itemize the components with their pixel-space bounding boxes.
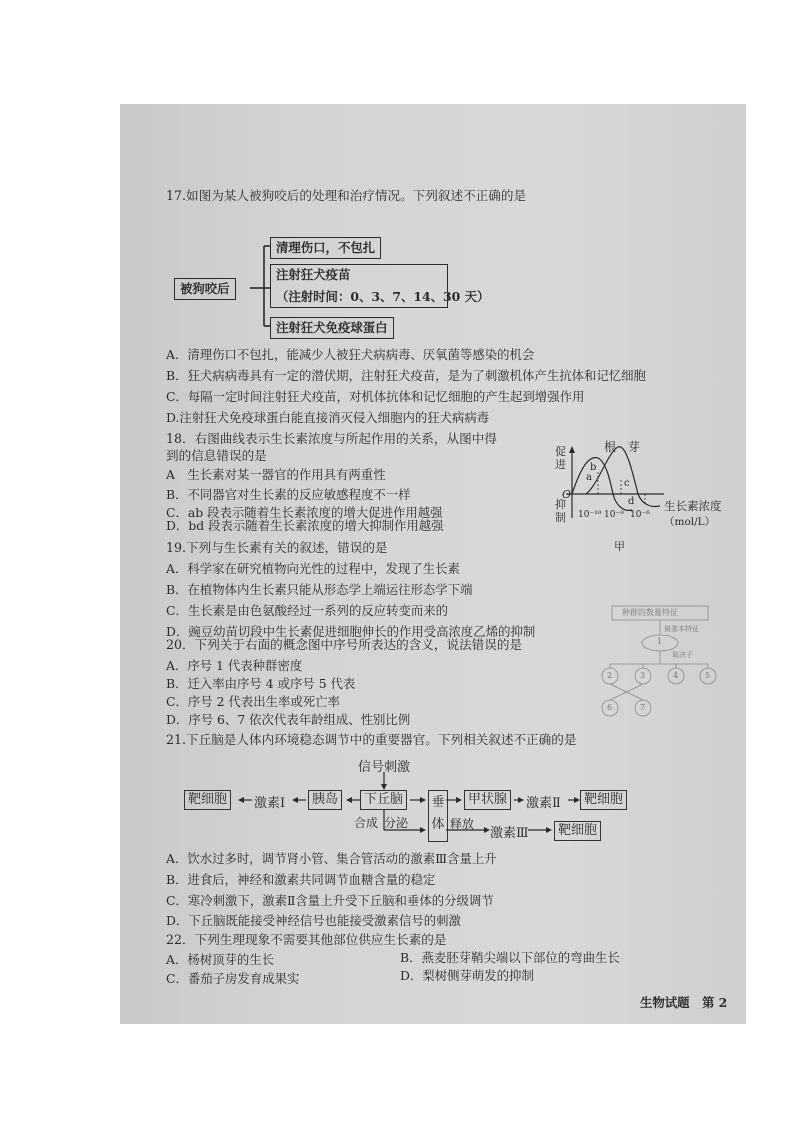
fig20-node-2: 2 [607,671,613,680]
q21-option-d: D．下丘脑既能接受神经信号也能接受激素信号的刺激 [166,913,461,928]
q20-stem: 20．下列关于右面的概念图中序号所表达的含义，说法错误的是 [166,637,523,652]
fig18-point-c: c [624,478,630,489]
flow-root-box: 被狗咬后 [174,278,236,300]
q20-option-c: C．序号 2 代表出生率或死亡率 [166,694,340,709]
fig21-target1-box: 靶细胞 [184,790,231,810]
fig18-point-d: d [628,496,635,507]
q21-stem: 21.下丘脑是人体内环境稳态调节中的重要器官。下列相关叙述不正确的是 [166,732,577,747]
q18-option-a: A 生长素对某一器官的作用具有两重性 [166,467,386,482]
fig21-hormone3: 激素Ⅲ [490,826,529,841]
fig20-node-4: 4 [673,671,679,680]
fig21-hormone2: 激素Ⅱ [526,796,561,811]
fig18-caption: 甲 [614,540,625,553]
fig21-pituitary-char2: 体 [431,817,445,832]
q17-option-b: B．狂犬病病毒具有一定的潜伏期，注射狂犬疫苗，是为了刺激机体产生抗体和记忆细胞 [166,368,646,383]
flow-box-vaccine-line2: （注射时间：0、3、7、14、30 天） [276,289,490,304]
fig20-top-box: 种群的数量特征 [622,608,678,617]
fig21-synth: 合成 [354,816,379,830]
fig21-target3-box: 靶细胞 [554,821,601,841]
fig21-target2-box: 靶细胞 [580,790,627,810]
q22-option-a: A．杨树顶芽的生长 [166,952,275,967]
fig21-signal: 信号刺激 [358,760,411,775]
fig21-islet-box: 胰岛 [308,790,342,810]
q18-stem-line1: 18．右图曲线表示生长素浓度与所起作用的关系，从图中得 [166,431,497,446]
q17-option-d: D.注射狂犬免疫球蛋白能直接消灭侵入细胞内的狂犬病病毒 [166,410,490,425]
q19-option-a: A．科学家在研究植物向光性的过程中，发现了生长素 [166,561,460,576]
fig18-point-b: b [590,462,597,473]
q21-option-c: C．寒冷刺激下，激素Ⅱ含量上升受下丘脑和垂体的分级调节 [166,893,494,908]
q21-option-a: A．饮水过多时，调节肾小管、集合管活动的激素Ⅲ含量上升 [166,851,497,866]
fig18-tick-2: 10⁻⁸ [604,510,624,520]
fig20-node-6: 6 [607,703,613,712]
q18-option-b: B．不同器官对生长素的反应敏感程度不一样 [166,487,411,502]
q20-option-d: D．序号 6、7 依次代表年龄组成、性别比例 [166,712,411,727]
q17-option-c: C．每隔一定时间注射狂犬疫苗，对机体抗体和记忆细胞的产生起到增强作用 [166,389,585,404]
fig21-hypothalamus-box: 下丘脑 [360,790,407,810]
q22-option-c: C．番茄子房发育成果实 [166,971,300,986]
fig18-origin: O [562,488,572,501]
q17-stem: 17.如图为某人被狗咬后的处理和治疗情况。下列叙述不正确的是 [166,188,527,203]
fig21-release: 释放 [450,817,475,831]
fig18-label-bud: 芽 [628,440,641,454]
fig20-arrow2-label: 取决于 [672,651,693,659]
q22-stem: 22．下列生理现象不需要其他部位供应生长素的是 [166,932,447,947]
flow-box-clean: 清理伤口，不包扎 [270,237,381,259]
fig18-tick-1: 10⁻¹⁰ [578,510,602,520]
page-footer: 生物试题 第 2 [640,995,728,1010]
fig18-tick-3: 10⁻⁶ [630,510,650,520]
q22-option-b: B．燕麦胚芽鞘尖端以下部位的弯曲生长 [400,950,620,965]
fig18-xlabel: 生长素浓度 [664,499,722,513]
fig21-hormone1: 激素Ⅰ [254,796,286,811]
fig21-secrete: 分泌 [384,816,409,830]
fig18-point-a: a [586,472,592,483]
q22-option-d: D．梨树侧芽萌发的抑制 [400,968,534,983]
q19-option-d: D．豌豆幼苗切段中生长素促进细胞伸长的作用受高浓度乙烯的抑制 [166,624,536,639]
fig18-label-root: 根 [604,440,617,454]
q18-option-d: D．bd 段表示随着生长素浓度的增大抑制作用越强 [166,518,444,533]
fig20-arrow1-label: 最基本特征 [664,625,699,633]
q21-option-b: B．进食后，神经和激素共同调节血糖含量的稳定 [166,872,436,887]
fig21-thyroid-box: 甲状腺 [464,790,511,810]
q19-stem: 19.下列与生长素有关的叙述，错误的是 [166,540,388,555]
fig21-pituitary-char1: 垂 [431,795,445,810]
q20-option-a: A．序号 1 代表种群密度 [166,658,303,673]
fig18-y-down: 抑制 [555,498,566,524]
fig20-node-5: 5 [705,671,711,680]
fig20-node-1: 1 [657,637,663,646]
fig18-y-up: 促进 [555,445,566,471]
q20-option-b: B．迁入率由序号 4 或序号 5 代表 [166,676,356,691]
q19-option-b: B．在植物体内生长素只能从形态学上端运往形态学下端 [166,582,473,597]
fig20-node-7: 7 [640,703,646,712]
fig20-node-3: 3 [640,671,646,680]
q18-option-c: C．ab 段表示随着生长素浓度的增大促进作用越强 [166,505,443,520]
flow-box-globulin: 注射狂犬免疫球蛋白 [270,317,394,339]
q19-option-c: C．生长素是由色氨酸经过一系列的反应转变而来的 [166,603,449,618]
fig18-xunit: （mol/L） [664,516,716,528]
q17-option-a: A．清理伤口不包扎，能减少人被狂犬病病毒、厌氧菌等感染的机会 [166,347,535,362]
fig21-pituitary-box [428,790,448,842]
flow-box-vaccine-line1: 注射狂犬疫苗 [276,267,351,282]
q18-stem-line2: 到的信息错误的是 [166,448,267,463]
